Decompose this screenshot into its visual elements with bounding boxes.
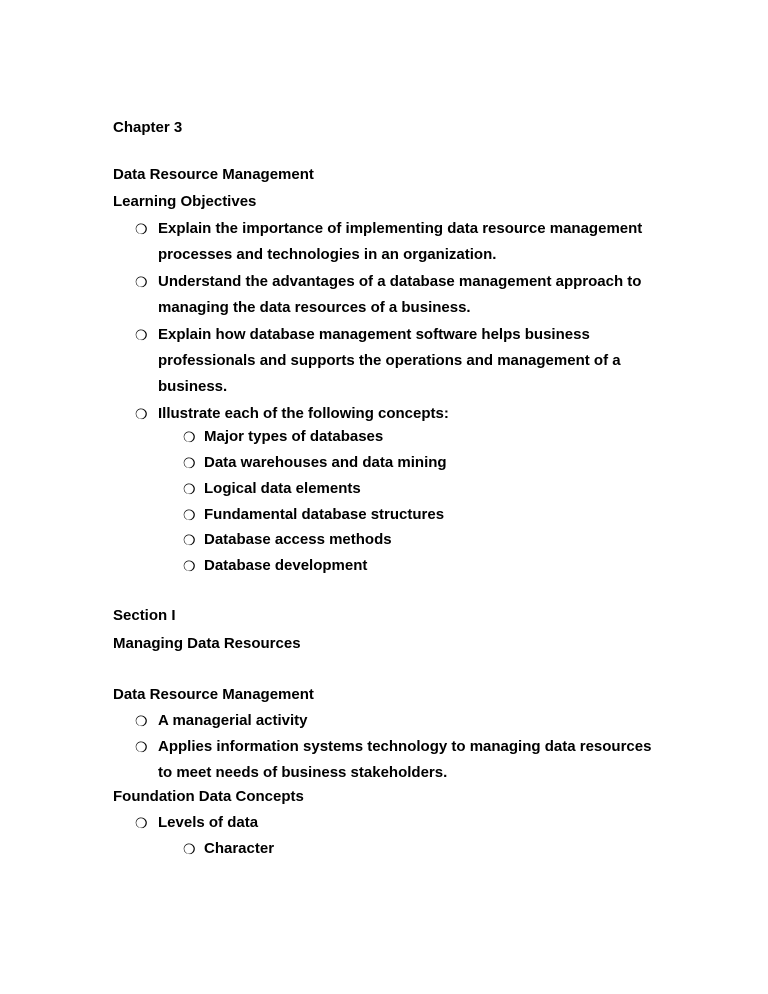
bullet-icon: ❍ xyxy=(135,221,148,237)
drm-heading: Data Resource Management xyxy=(113,686,314,703)
objective-line: Understand the advantages of a database management approach to xyxy=(158,273,642,290)
bullet-icon: ❍ xyxy=(135,739,148,755)
bullet-icon: ❍ xyxy=(183,481,196,497)
bullet-icon: ❍ xyxy=(135,815,148,831)
objective-line: business. xyxy=(158,378,228,395)
bullet-icon: ❍ xyxy=(183,429,196,445)
drm-line: A managerial activity xyxy=(158,712,308,729)
chapter-label: Chapter 3 xyxy=(113,119,183,136)
sub-objective: Data warehouses and data mining xyxy=(204,454,447,471)
sub-objective: Fundamental database structures xyxy=(204,506,445,523)
drm-line: Applies information systems technology to managing data resources xyxy=(158,738,652,755)
objective-line: managing the data resources of a business. xyxy=(158,299,471,316)
foundation-subitem: Character xyxy=(204,840,275,857)
bullet-icon: ❍ xyxy=(135,327,148,343)
section-title: Managing Data Resources xyxy=(113,635,301,652)
sub-objective: Logical data elements xyxy=(204,480,361,497)
bullet-icon: ❍ xyxy=(183,558,196,574)
objective-line: professionals and supports the operations and management of a xyxy=(158,352,621,369)
bullet-icon: ❍ xyxy=(183,507,196,523)
objective-line: Illustrate each of the following concepts: xyxy=(158,405,449,422)
sub-objective: Major types of databases xyxy=(204,428,384,445)
objective-line: Explain how database management software helps business xyxy=(158,326,590,343)
bullet-icon: ❍ xyxy=(183,455,196,471)
sub-objective: Database access methods xyxy=(204,531,392,548)
foundation-item: Levels of data xyxy=(158,814,259,831)
objective-line: processes and technologies in an organization. xyxy=(158,246,497,263)
objective-line: Explain the importance of implementing data resource management xyxy=(158,220,643,237)
drm-line: to meet needs of business stakeholders. xyxy=(158,764,448,781)
sub-objective: Database development xyxy=(204,557,368,574)
foundation-heading: Foundation Data Concepts xyxy=(113,788,304,805)
bullet-icon: ❍ xyxy=(135,274,148,290)
objectives-heading: Learning Objectives xyxy=(113,193,257,210)
section-label: Section I xyxy=(113,607,176,624)
chapter-title: Data Resource Management xyxy=(113,166,314,183)
bullet-icon: ❍ xyxy=(135,713,148,729)
bullet-icon: ❍ xyxy=(183,841,196,857)
bullet-icon: ❍ xyxy=(183,532,196,548)
bullet-icon: ❍ xyxy=(135,406,148,422)
